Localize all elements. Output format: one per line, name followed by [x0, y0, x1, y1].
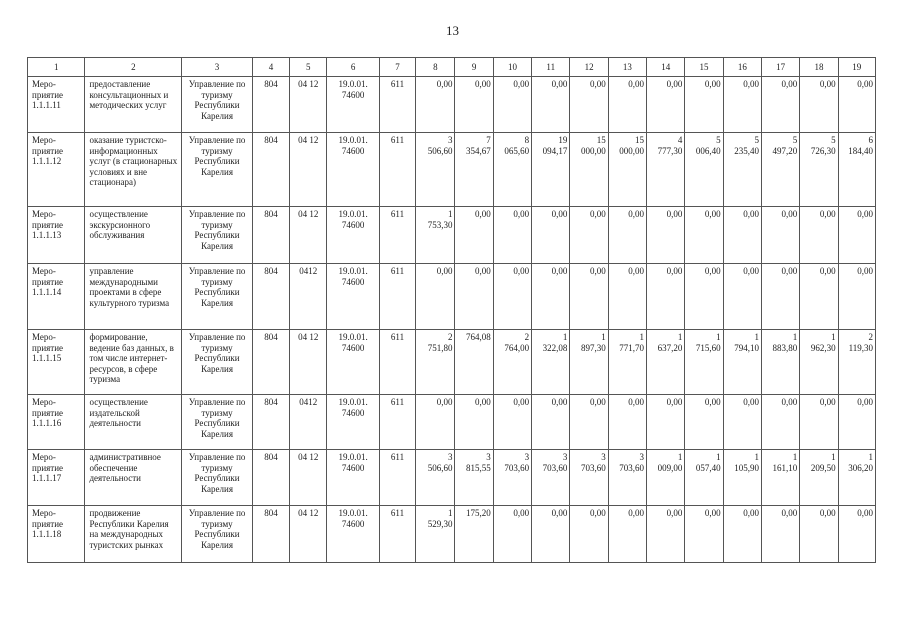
value-cell: 0,00: [838, 506, 875, 563]
column-header: 8: [416, 58, 455, 77]
value-cell: 0,00: [608, 395, 646, 450]
value-cell: 7 354,67: [455, 133, 493, 207]
value-cell: 0,00: [800, 506, 838, 563]
value-cell: 0,00: [455, 207, 493, 264]
grbs-cell: 804: [252, 450, 289, 506]
value-cell: 0,00: [723, 77, 761, 133]
column-header: 12: [570, 58, 608, 77]
value-cell: 0,00: [570, 207, 608, 264]
table-body: [28, 77, 876, 563]
rzpr-cell: 04 12: [290, 207, 327, 264]
value-cell: 1 105,90: [723, 450, 761, 506]
value-cell: 0,00: [647, 77, 685, 133]
value-cell: 5 497,20: [761, 133, 799, 207]
csr-cell: 19.0.01. 74600: [327, 77, 379, 133]
value-cell: 1 883,80: [761, 330, 799, 395]
description-cell: осуществление экскурсионного обслуживания: [85, 207, 182, 264]
column-header: 10: [493, 58, 531, 77]
grbs-cell: 804: [252, 264, 289, 330]
value-cell: 0,00: [532, 207, 570, 264]
value-cell: 0,00: [723, 207, 761, 264]
value-cell: 0,00: [608, 207, 646, 264]
column-header: 6: [327, 58, 379, 77]
value-cell: 15 000,00: [570, 133, 608, 207]
value-cell: 0,00: [838, 395, 875, 450]
value-cell: 5 235,40: [723, 133, 761, 207]
value-cell: 5 726,30: [800, 133, 838, 207]
value-cell: 1 322,08: [532, 330, 570, 395]
value-cell: 0,00: [608, 77, 646, 133]
description-cell: формирование, ведение баз данных, в том числе интернет-ресурсов, в сфере туризма: [85, 330, 182, 395]
executor-cell: Управление по туризму Республики Карелия: [182, 330, 253, 395]
csr-cell: 19.0.01. 74600: [327, 264, 379, 330]
value-cell: 0,00: [570, 395, 608, 450]
value-cell: 0,00: [800, 395, 838, 450]
vr-cell: 611: [379, 207, 415, 264]
column-header: 13: [608, 58, 646, 77]
value-cell: 3 703,60: [532, 450, 570, 506]
column-header: 11: [532, 58, 570, 77]
page-number: 13: [446, 23, 459, 38]
value-cell: 0,00: [800, 77, 838, 133]
value-cell: 6 184,40: [838, 133, 875, 207]
value-cell: 0,00: [608, 506, 646, 563]
csr-cell: 19.0.01. 74600: [327, 207, 379, 264]
value-cell: 1 306,20: [838, 450, 875, 506]
value-cell: 0,00: [761, 77, 799, 133]
value-cell: 3 506,60: [416, 133, 455, 207]
rzpr-cell: 0412: [290, 395, 327, 450]
value-cell: 0,00: [647, 395, 685, 450]
value-cell: 2 764,00: [493, 330, 531, 395]
value-cell: 0,00: [455, 77, 493, 133]
value-cell: 0,00: [761, 264, 799, 330]
column-header: 2: [85, 58, 182, 77]
value-cell: 5 006,40: [685, 133, 723, 207]
value-cell: 8 065,60: [493, 133, 531, 207]
vr-cell: 611: [379, 330, 415, 395]
rzpr-cell: 04 12: [290, 77, 327, 133]
column-header: 5: [290, 58, 327, 77]
csr-cell: 19.0.01. 74600: [327, 330, 379, 395]
value-cell: 3 815,55: [455, 450, 493, 506]
grbs-cell: 804: [252, 207, 289, 264]
value-cell: 0,00: [647, 506, 685, 563]
value-cell: 0,00: [761, 395, 799, 450]
column-header: 7: [379, 58, 415, 77]
executor-cell: Управление по туризму Республики Карелия: [182, 133, 253, 207]
value-cell: 15 000,00: [608, 133, 646, 207]
value-cell: 0,00: [647, 264, 685, 330]
value-cell: 1 161,10: [761, 450, 799, 506]
description-cell: осуществление издательской деятельности: [85, 395, 182, 450]
vr-cell: 611: [379, 77, 415, 133]
value-cell: 0,00: [570, 77, 608, 133]
value-cell: 0,00: [493, 77, 531, 133]
value-cell: 175,20: [455, 506, 493, 563]
description-cell: предоставление консультационных и методических услуг: [85, 77, 182, 133]
executor-cell: Управление по туризму Республики Карелия: [182, 77, 253, 133]
rzpr-cell: 04 12: [290, 506, 327, 563]
csr-cell: 19.0.01. 74600: [327, 395, 379, 450]
value-cell: 0,00: [493, 264, 531, 330]
value-cell: 0,00: [723, 264, 761, 330]
table-row: [28, 506, 876, 563]
budget-table: [27, 57, 876, 563]
value-cell: 0,00: [685, 506, 723, 563]
value-cell: 1 637,20: [647, 330, 685, 395]
rzpr-cell: 04 12: [290, 133, 327, 207]
value-cell: 0,00: [493, 395, 531, 450]
grbs-cell: 804: [252, 395, 289, 450]
value-cell: 1 057,40: [685, 450, 723, 506]
value-cell: 0,00: [838, 77, 875, 133]
executor-cell: Управление по туризму Республики Карелия: [182, 450, 253, 506]
value-cell: 764,08: [455, 330, 493, 395]
value-cell: 1 794,10: [723, 330, 761, 395]
value-cell: 0,00: [761, 207, 799, 264]
vr-cell: 611: [379, 133, 415, 207]
column-header: 17: [761, 58, 799, 77]
activity-cell: Меро- приятие 1.1.1.16: [28, 395, 85, 450]
column-header: 16: [723, 58, 761, 77]
rzpr-cell: 04 12: [290, 450, 327, 506]
vr-cell: 611: [379, 264, 415, 330]
description-cell: управление международными проектами в сфере культурного туризма: [85, 264, 182, 330]
grbs-cell: 804: [252, 77, 289, 133]
value-cell: 0,00: [455, 264, 493, 330]
activity-cell: Меро- приятие 1.1.1.12: [28, 133, 85, 207]
value-cell: 0,00: [532, 264, 570, 330]
grbs-cell: 804: [252, 133, 289, 207]
executor-cell: Управление по туризму Республики Карелия: [182, 395, 253, 450]
column-header: 14: [647, 58, 685, 77]
column-header: 1: [28, 58, 85, 77]
activity-cell: Меро- приятие 1.1.1.13: [28, 207, 85, 264]
value-cell: 0,00: [723, 506, 761, 563]
table-row: [28, 450, 876, 506]
value-cell: 0,00: [493, 506, 531, 563]
column-header: 9: [455, 58, 493, 77]
value-cell: 0,00: [800, 264, 838, 330]
header-row: [28, 58, 876, 77]
value-cell: 3 703,60: [570, 450, 608, 506]
vr-cell: 611: [379, 506, 415, 563]
value-cell: 1 962,30: [800, 330, 838, 395]
value-cell: 0,00: [685, 207, 723, 264]
activity-cell: Меро- приятие 1.1.1.11: [28, 77, 85, 133]
value-cell: 0,00: [800, 207, 838, 264]
value-cell: 0,00: [416, 77, 455, 133]
description-cell: оказание туристско-информационных услуг (в стационарных условиях и вне стационара): [85, 133, 182, 207]
value-cell: 0,00: [570, 264, 608, 330]
activity-cell: Меро- приятие 1.1.1.15: [28, 330, 85, 395]
column-header: 18: [800, 58, 838, 77]
value-cell: 1 209,50: [800, 450, 838, 506]
value-cell: 4 777,30: [647, 133, 685, 207]
vr-cell: 611: [379, 450, 415, 506]
value-cell: 0,00: [685, 264, 723, 330]
csr-cell: 19.0.01. 74600: [327, 506, 379, 563]
value-cell: 2 751,80: [416, 330, 455, 395]
value-cell: 0,00: [685, 77, 723, 133]
value-cell: 0,00: [532, 77, 570, 133]
value-cell: 3 506,60: [416, 450, 455, 506]
executor-cell: Управление по туризму Республики Карелия: [182, 264, 253, 330]
value-cell: 0,00: [838, 264, 875, 330]
column-header: 3: [182, 58, 253, 77]
executor-cell: Управление по туризму Республики Карелия: [182, 207, 253, 264]
value-cell: 0,00: [493, 207, 531, 264]
value-cell: 0,00: [685, 395, 723, 450]
column-header: 15: [685, 58, 723, 77]
activity-cell: Меро- приятие 1.1.1.18: [28, 506, 85, 563]
table-row: [28, 395, 876, 450]
value-cell: 0,00: [761, 506, 799, 563]
description-cell: административное обеспечение деятельности: [85, 450, 182, 506]
grbs-cell: 804: [252, 506, 289, 563]
rzpr-cell: 04 12: [290, 330, 327, 395]
column-header: 19: [838, 58, 875, 77]
value-cell: 0,00: [723, 395, 761, 450]
rzpr-cell: 0412: [290, 264, 327, 330]
table-row: [28, 330, 876, 395]
value-cell: 0,00: [455, 395, 493, 450]
value-cell: 1 529,30: [416, 506, 455, 563]
value-cell: 0,00: [647, 207, 685, 264]
value-cell: 1 009,00: [647, 450, 685, 506]
activity-cell: Меро- приятие 1.1.1.14: [28, 264, 85, 330]
value-cell: 3 703,60: [493, 450, 531, 506]
column-header: 4: [252, 58, 289, 77]
value-cell: 1 897,30: [570, 330, 608, 395]
value-cell: 0,00: [416, 264, 455, 330]
value-cell: 0,00: [532, 395, 570, 450]
value-cell: 0,00: [608, 264, 646, 330]
table-row: [28, 77, 876, 133]
value-cell: 3 703,60: [608, 450, 646, 506]
activity-cell: Меро- приятие 1.1.1.17: [28, 450, 85, 506]
value-cell: 0,00: [416, 395, 455, 450]
grbs-cell: 804: [252, 330, 289, 395]
table-row: [28, 207, 876, 264]
value-cell: 0,00: [570, 506, 608, 563]
value-cell: 1 771,70: [608, 330, 646, 395]
csr-cell: 19.0.01. 74600: [327, 450, 379, 506]
executor-cell: Управление по туризму Республики Карелия: [182, 506, 253, 563]
description-cell: продвижение Республики Карелия на международных туристских рынках: [85, 506, 182, 563]
value-cell: 1 715,60: [685, 330, 723, 395]
value-cell: 0,00: [838, 207, 875, 264]
value-cell: 19 094,17: [532, 133, 570, 207]
csr-cell: 19.0.01. 74600: [327, 133, 379, 207]
value-cell: 1 753,30: [416, 207, 455, 264]
table-row: [28, 133, 876, 207]
value-cell: 0,00: [532, 506, 570, 563]
table-row: [28, 264, 876, 330]
vr-cell: 611: [379, 395, 415, 450]
value-cell: 2 119,30: [838, 330, 875, 395]
